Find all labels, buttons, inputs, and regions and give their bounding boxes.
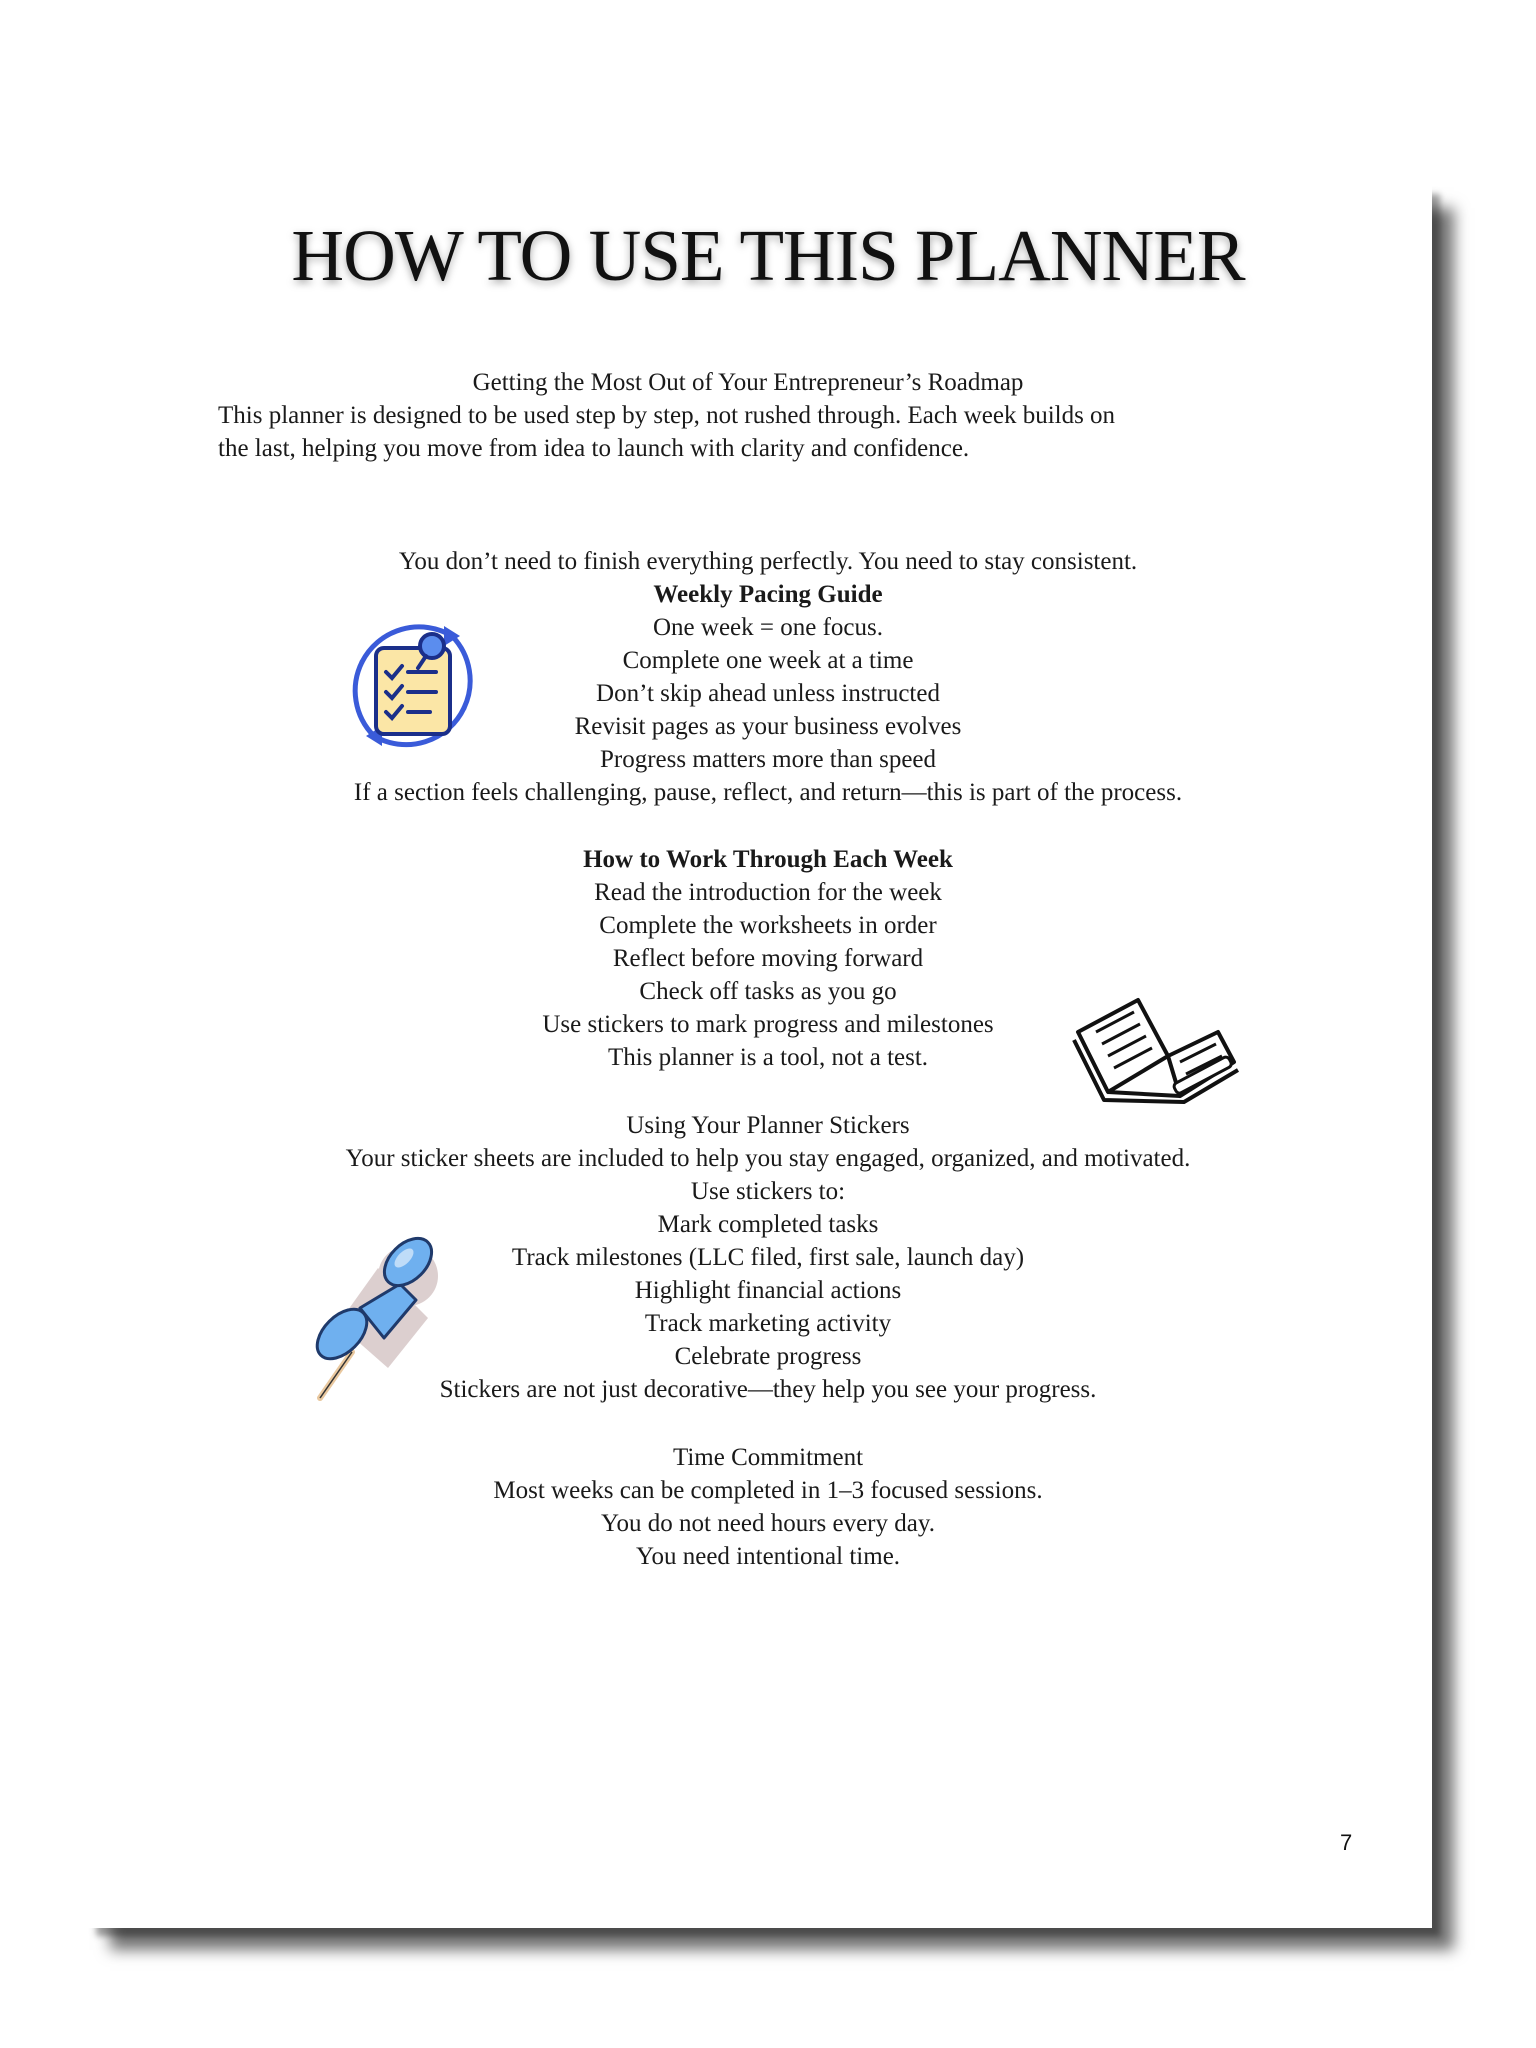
- intro-subtitle: Getting the Most Out of Your Entrepreneur’s Roadmap: [472, 369, 1024, 396]
- stickers-heading: Using Your Planner Stickers: [626, 1112, 910, 1139]
- clipboard-checklist-icon: [340, 612, 486, 758]
- pacing-section: [0, 545, 1536, 809]
- stickers-line: Mark completed tasks: [657, 1211, 879, 1238]
- time-heading: Time Commitment: [672, 1444, 864, 1471]
- intro-section: [218, 366, 1278, 465]
- stickers-section: [0, 1109, 1536, 1406]
- work-through-line: This planner is a tool, not a test.: [607, 1044, 929, 1071]
- work-through-section: [0, 843, 1536, 1074]
- pacing-line: If a section feels challenging, pause, reflect, and return—this is part of the process.: [353, 779, 1183, 806]
- time-line: You do not need hours every day.: [601, 1510, 935, 1537]
- work-through-line: Read the introduction for the week: [594, 879, 942, 906]
- work-through-line: Check off tasks as you go: [639, 978, 897, 1005]
- stickers-line: Highlight financial actions: [634, 1277, 902, 1304]
- stickers-line: Track marketing activity: [644, 1310, 892, 1337]
- pacing-heading: Weekly Pacing Guide: [653, 581, 883, 608]
- work-through-line: Complete the worksheets in order: [599, 912, 937, 939]
- pacing-line: Complete one week at a time: [622, 647, 914, 674]
- stickers-line: Your sticker sheets are included to help you stay engaged, organized, and motivated.: [345, 1145, 1191, 1172]
- time-line: You need intentional time.: [635, 1543, 901, 1570]
- pacing-line: Revisit pages as your business evolves: [574, 713, 962, 740]
- intro-line: the last, helping you move from idea to launch with clarity and confidence.: [218, 435, 970, 462]
- stickers-line: Celebrate progress: [674, 1343, 862, 1370]
- stickers-line: Use stickers to:: [690, 1178, 846, 1205]
- page-title: HOW TO USE THIS PLANNER: [291, 215, 1245, 296]
- time-section: [0, 1441, 1536, 1573]
- pacing-line: Don’t skip ahead unless instructed: [596, 680, 940, 707]
- page-number: 7: [1340, 1830, 1353, 1855]
- stickers-line: Track milestones (LLC filed, first sale, launch day): [511, 1244, 1025, 1271]
- pacing-line: Progress matters more than speed: [599, 746, 937, 773]
- open-book-pencil-icon: [1068, 992, 1240, 1104]
- stickers-line: Stickers are not just decorative—they help you see your progress.: [439, 1376, 1097, 1403]
- work-through-line: Reflect before moving forward: [612, 945, 924, 972]
- pacing-lead: You don’t need to finish everything perfectly. You need to stay consistent.: [398, 548, 1138, 575]
- pacing-line: One week = one focus.: [653, 614, 883, 641]
- work-through-heading: How to Work Through Each Week: [583, 846, 953, 873]
- push-pin-icon: [312, 1222, 472, 1412]
- time-line: Most weeks can be completed in 1–3 focused sessions.: [493, 1477, 1043, 1504]
- work-through-line: Use stickers to mark progress and milestones: [542, 1011, 994, 1038]
- intro-line: This planner is designed to be used step by step, not rushed through. Each week builds on: [218, 402, 1116, 429]
